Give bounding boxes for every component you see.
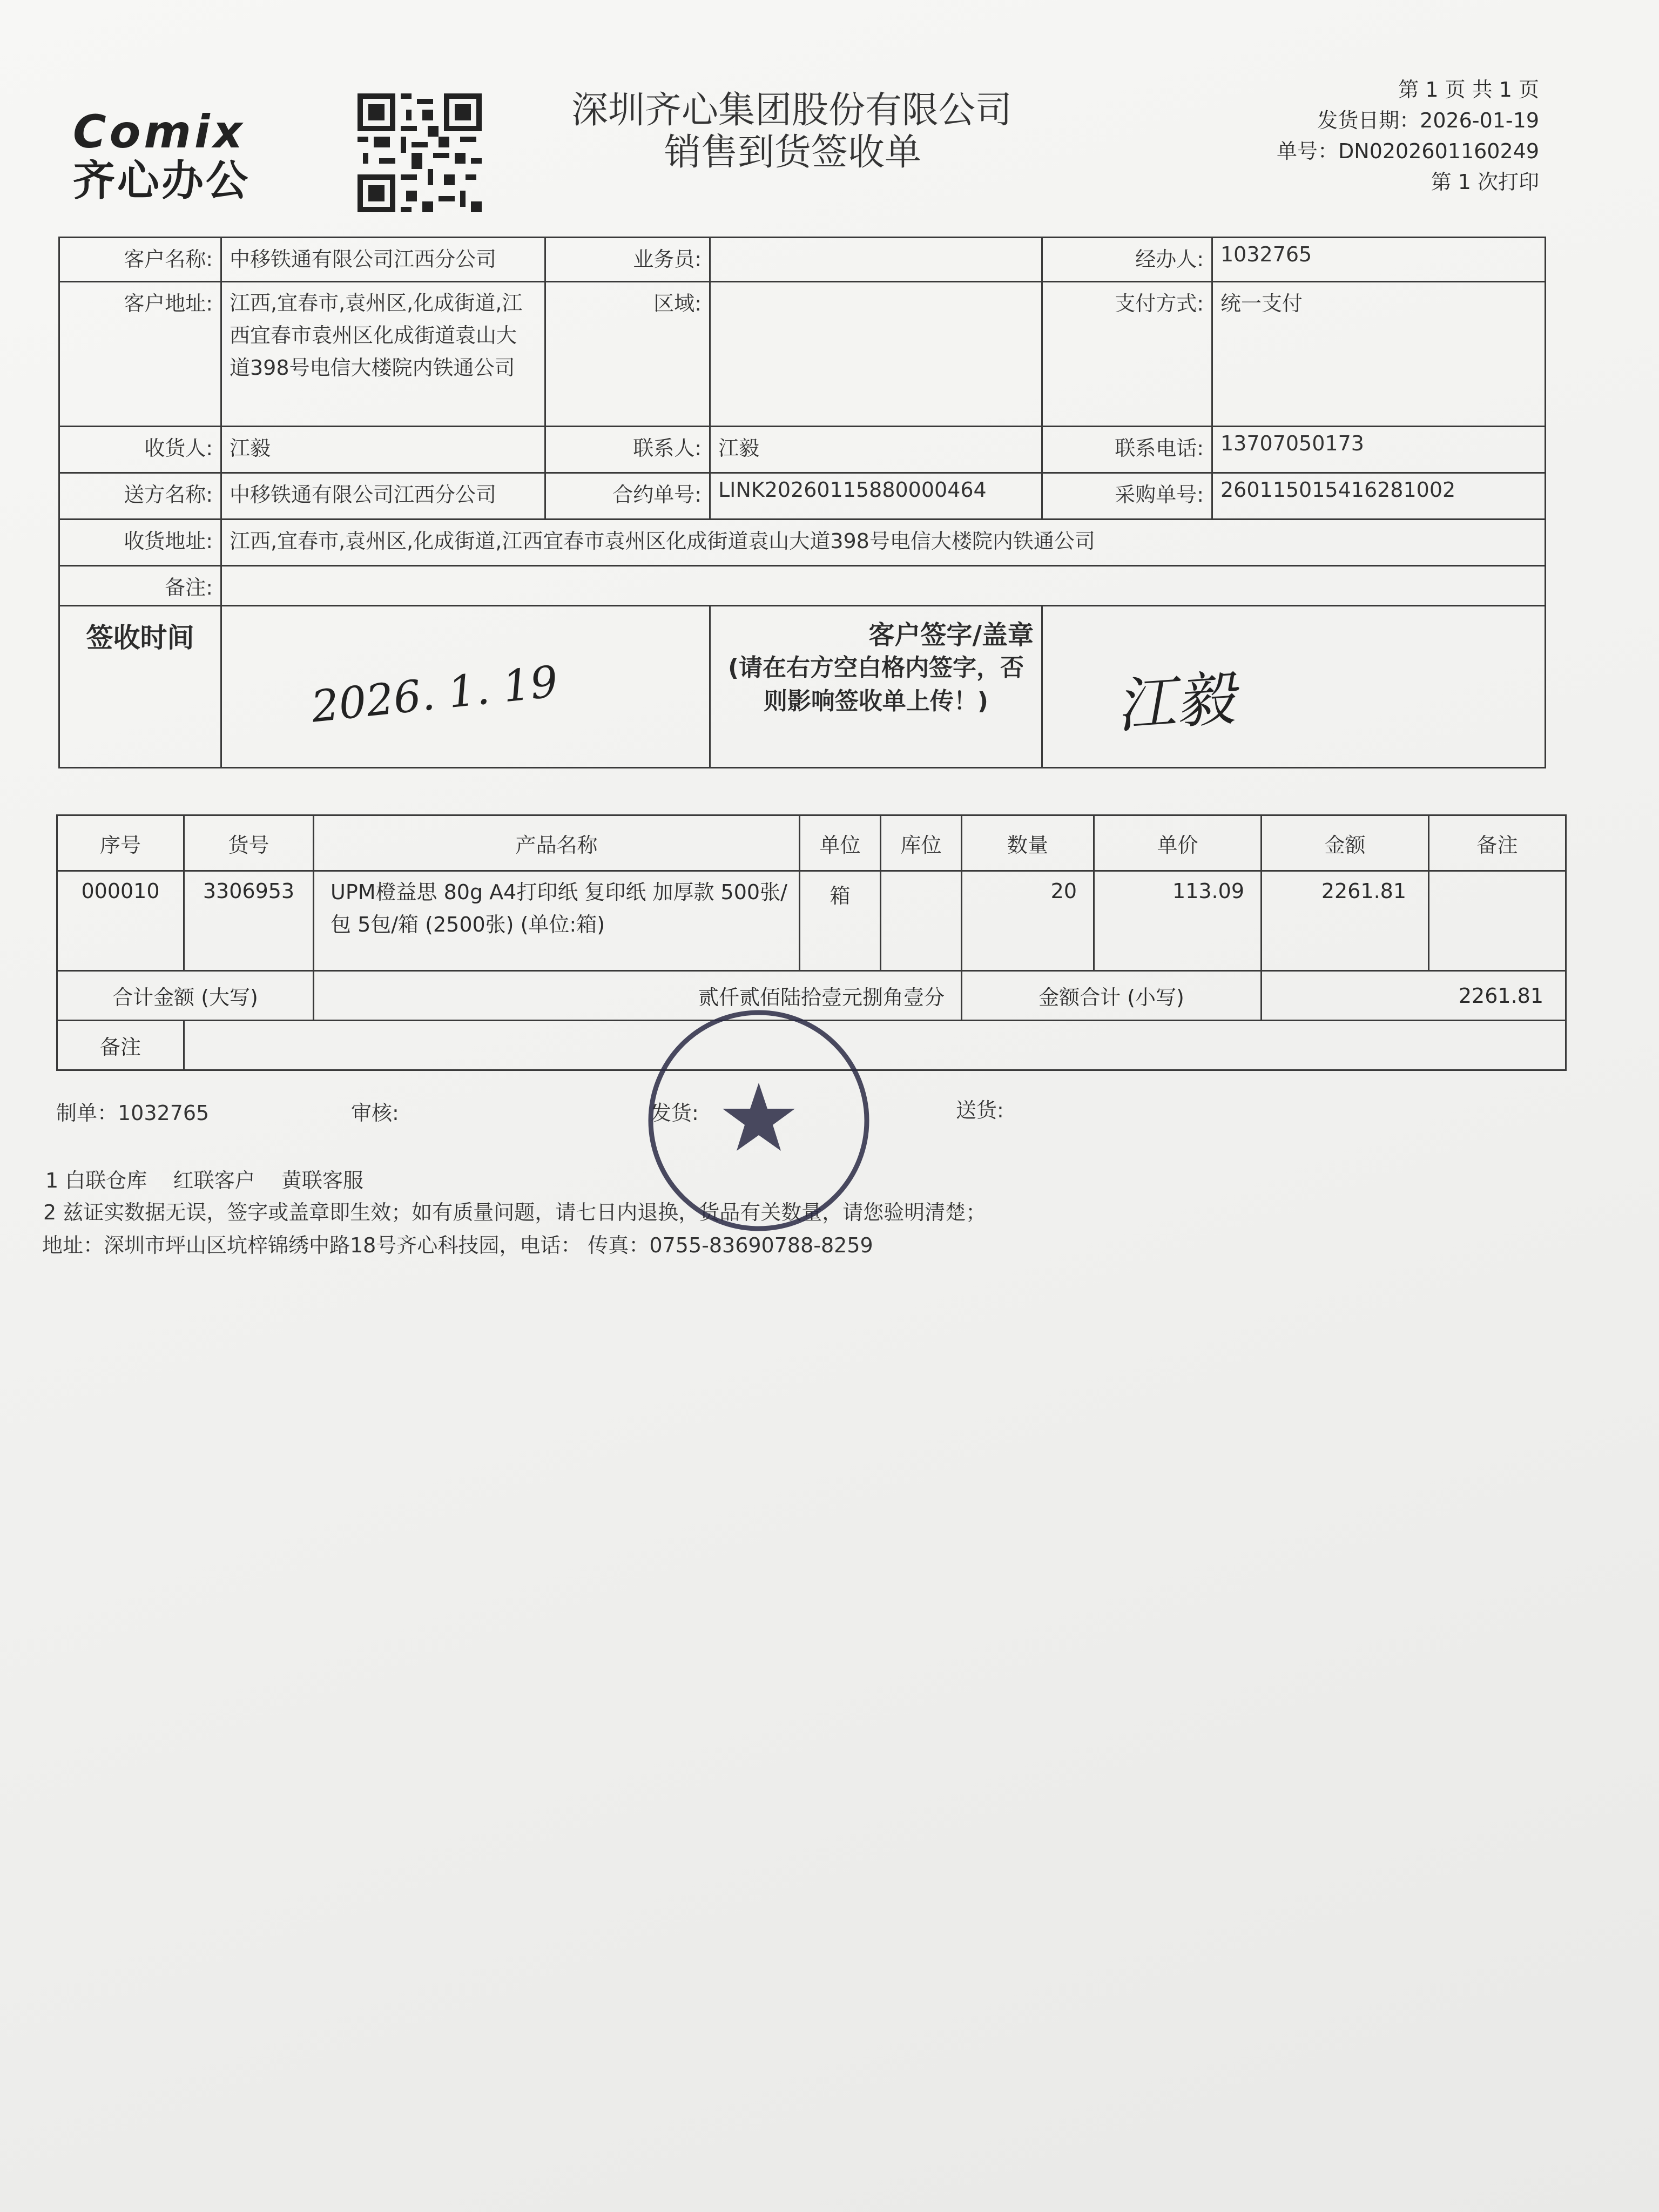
items-remark-label: 备注 [57,1021,184,1070]
total-small-value: 2261.81 [1262,971,1566,1021]
contact-value: 江毅 [710,427,1042,473]
col-quantity: 数量 [962,815,1094,871]
payment-label: 支付方式: [1042,282,1212,427]
qr-code-icon [358,93,482,213]
terms-note: 2 兹证实数据无误，签字或盖章即生效；如有质量问题，请七日内退换，货品有关数量，请您验明清楚； [43,1201,987,1224]
order-number: DN0202601160249 [1338,139,1539,163]
contract-label: 合约单号: [545,473,710,520]
col-price: 单价 [1094,815,1262,871]
col-unit: 单位 [800,815,881,871]
reviewer: 审核: [351,1101,399,1125]
print-count: 第 1 次打印 [1431,170,1539,194]
customer-address-label: 客户地址: [59,282,221,427]
handler-label: 经办人: [1042,238,1212,282]
logo-subtitle: 齐心办公 [73,157,251,205]
info-row-receiver [59,427,1546,473]
customer-address: 江西,宜春市,袁州区,化成街道,江西宜春市袁州区化成街道袁山大道398号电信大楼院内铁通公司 [221,282,545,427]
col-note: 备注 [1429,815,1566,871]
total-small-label: 金额合计 (小写) [962,971,1262,1021]
customer-info-table [58,237,1546,768]
col-code: 货号 [184,815,314,871]
company-name: 深圳齐心集团股份有限公司 [571,89,1013,132]
company-address: 地址：深圳市坪山区坑梓锦绣中路18号齐心科技园，电话： 传真：0755-83690788-8259 [42,1233,873,1257]
deliverer: 送货: [956,1098,1004,1122]
ship-date: 2026-01-19 [1420,109,1539,132]
company-seal-stamp [640,1002,878,1239]
total-upper-label: 合计金额 (大写) [57,971,314,1021]
salesman-value [710,238,1042,282]
delivery-address-label: 收货地址: [59,520,221,566]
receiver-value: 江毅 [221,427,545,473]
receiver-label: 收货人: [59,427,221,473]
contract-value: LINK20260115880000464 [710,473,1042,520]
col-amount: 金额 [1262,815,1429,871]
item-amount: 2261.81 [1262,871,1429,971]
ship-to-label: 送方名称: [59,473,221,520]
info-row-delivery [59,520,1546,566]
order-number-line [1277,136,1539,167]
col-product: 产品名称 [314,815,800,871]
customer-name-label: 客户名称: [59,238,221,282]
item-code: 3306953 [184,871,314,971]
shipper: 发货: [651,1101,699,1125]
item-price: 113.09 [1094,871,1262,971]
customer-sign-note: (请在右方空白格内签字，否则影响签收单上传！) [727,654,1024,715]
order-number-label: 单号： [1277,139,1339,163]
purchase-value: 260115015416281002 [1212,473,1546,520]
contact-label: 联系人: [545,427,710,473]
customer-signature: 江毅 [1114,663,1237,741]
delivery-address: 江西,宜春市,袁州区,化成街道,江西宜春市袁州区化成街道袁山大道398号电信大楼院内铁通公司 [221,520,1546,566]
item-seq: 000010 [57,871,184,971]
logo-brand: Comix [73,105,246,158]
copies-note: 1 白联仓库 红联客户 黄联客服 [45,1169,363,1192]
handwritten-sign-date: 2026. 1. 19 [309,656,561,732]
region-value [710,282,1042,427]
sign-time-cell [221,606,710,768]
page-indicator: 第 1 页 共 1 页 [1398,78,1539,102]
item-location [881,871,962,971]
customer-name: 中移铁通有限公司江西分公司 [221,238,545,282]
sign-time-label: 签收时间 [59,606,221,768]
total-upper-value: 贰仟贰佰陆拾壹元捌角壹分 [314,971,962,1021]
ship-to-value: 中移铁通有限公司江西分公司 [221,473,545,520]
phone-label: 联系电话: [1042,427,1212,473]
ship-date-label: 发货日期： [1317,109,1420,132]
customer-sign-title: 客户签字/盖章 [868,620,1034,650]
salesman-label: 业务员: [545,238,710,282]
info-row-address [59,282,1546,427]
maker: 制单：1032765 [56,1101,210,1125]
col-location: 库位 [881,815,962,871]
items-header-row [57,815,1566,871]
info-row-shipto [59,473,1546,520]
phone-value: 13707050173 [1212,427,1546,473]
table-row [57,871,1566,971]
item-name: UPM橙益思 80g A4打印纸 复印纸 加厚款 500张/包 5包/箱 (2500张) (单位:箱) [314,871,800,971]
item-quantity: 20 [962,871,1094,971]
signature-box[interactable] [1042,606,1546,768]
info-row-signature [59,606,1546,768]
item-unit: 箱 [800,871,881,971]
remark-label: 备注: [59,566,221,606]
info-row-remark [59,566,1546,606]
region-label: 区域: [545,282,710,427]
payment-value: 统一支付 [1212,282,1546,427]
customer-sign-instruction [710,606,1042,768]
item-note [1429,871,1566,971]
purchase-label: 采购单号: [1042,473,1212,520]
info-row-customer [59,238,1546,282]
handler-value: 1032765 [1212,238,1546,282]
ship-date-line [1277,105,1539,136]
remark-value [221,566,1546,606]
col-seq: 序号 [57,815,184,871]
document-meta [1277,75,1539,198]
document-title: 销售到货签收单 [664,131,922,174]
